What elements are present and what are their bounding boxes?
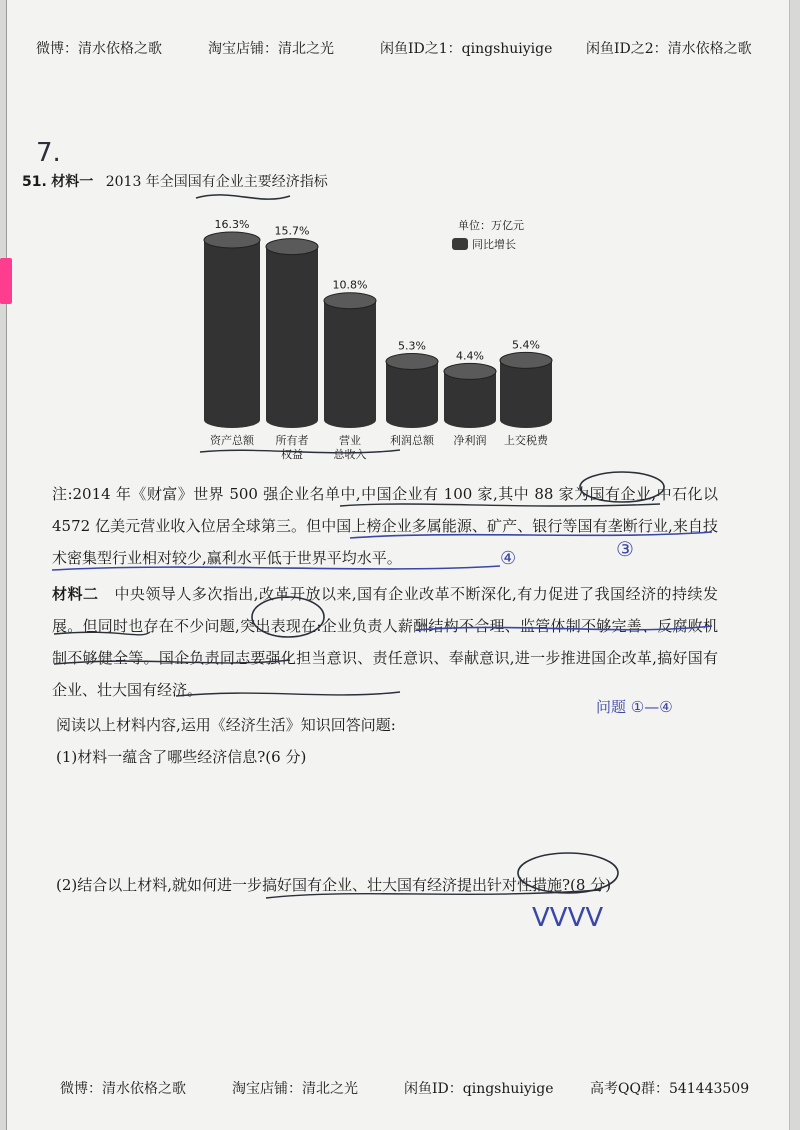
bottom-scribble: VVVV bbox=[532, 903, 604, 933]
growth-label-3: 5.3% bbox=[398, 339, 426, 353]
legend-label: 同比增长 bbox=[472, 238, 516, 251]
circle-3-note: ③ bbox=[616, 537, 634, 561]
bar-base-4 bbox=[444, 412, 496, 428]
category-label-4: 净利润 bbox=[453, 434, 487, 447]
category-label-0: 资产总额 bbox=[210, 434, 254, 447]
growth-label-4: 4.4% bbox=[456, 349, 484, 363]
header-weibo: 微博：清水依格之歌 bbox=[36, 41, 162, 57]
header-xianyu-1: 闲鱼ID之1：qingshuiyige bbox=[380, 41, 553, 57]
material2-text: 中央领导人多次指出,改革开放以来,国有企业改革不断深化,有力促进了我国经济的持续发展。但同时也存在不少问题,突出表现在:企业负责人薪酬结构不合理、监管体制不够完善、反腐败机制不够健全等。国企负责同志要强化担当意识、责任意识、奉献意识,进一步推进国企改革,搞好国有企业、壮大国有经济。 bbox=[52, 585, 718, 699]
bar-5 bbox=[500, 360, 552, 420]
bar-top-0 bbox=[204, 232, 260, 248]
circle-4-note: ④ bbox=[500, 548, 517, 569]
growth-label-2: 10.8% bbox=[332, 278, 368, 292]
page-header bbox=[0, 38, 800, 60]
bar-base-1 bbox=[266, 412, 318, 428]
bar-base-2 bbox=[324, 412, 376, 428]
bar-base-0 bbox=[204, 412, 260, 428]
material2-paragraph bbox=[52, 578, 718, 706]
footer-qq: 高考QQ群：541443509 bbox=[590, 1081, 750, 1097]
question-1: (1)材料一蕴含了哪些经济信息?(6 分) bbox=[56, 748, 307, 766]
category-label-1: 权益 bbox=[281, 448, 303, 461]
bar-top-5 bbox=[500, 352, 552, 368]
material1-note: 注:2014 年《财富》世界 500 强企业名单中,中国企业有 100 家,其中 88 家为国有企业,中石化以 4572 亿美元营业收入位居全球第三。但中国上榜企业多属能源、矿产、银行等国有垄断行业,来自技术密集型行业相对较少,赢利水平低于世界平均水平。 bbox=[52, 485, 718, 567]
category-label-1: 所有者 bbox=[275, 434, 309, 447]
material1-label: 材料一 bbox=[51, 174, 94, 190]
category-label-5: 上交税费 bbox=[504, 434, 548, 447]
material1-title: 2013 年全国国有企业主要经济指标 bbox=[105, 174, 328, 190]
bar-top-3 bbox=[386, 353, 438, 369]
growth-bar-chart bbox=[190, 210, 590, 472]
footer-taobao: 淘宝店铺：清北之光 bbox=[232, 1081, 358, 1097]
question-title bbox=[22, 171, 328, 191]
bar-base-3 bbox=[386, 412, 438, 428]
bar-3 bbox=[386, 361, 438, 420]
margin-note: 问题 ①—④ bbox=[596, 698, 673, 716]
material2-label: 材料二 bbox=[52, 585, 99, 603]
header-taobao: 淘宝店铺：清北之光 bbox=[208, 41, 334, 57]
bar-top-2 bbox=[324, 293, 376, 309]
handwritten-question-number: 7. bbox=[36, 138, 61, 168]
category-label-2: 总收入 bbox=[333, 448, 367, 461]
pink-sticky-tab bbox=[0, 258, 12, 304]
growth-label-5: 5.4% bbox=[512, 338, 540, 352]
bar-top-4 bbox=[444, 363, 496, 379]
footer-weibo: 微博：清水依格之歌 bbox=[60, 1081, 186, 1097]
footer-xianyu: 闲鱼ID：qingshuiyige bbox=[404, 1081, 554, 1097]
bar-top-1 bbox=[266, 239, 318, 255]
bar-1 bbox=[266, 247, 318, 420]
bar-0 bbox=[204, 240, 260, 420]
question-2: (2)结合以上材料,就如何进一步搞好国有企业、壮大国有经济提出针对性措施?(8 分) bbox=[56, 876, 612, 894]
chart-unit: 单位：万亿元 bbox=[458, 219, 524, 232]
instruction-line: 阅读以上材料内容,运用《经济生活》知识回答问题: bbox=[56, 716, 396, 734]
bar-base-5 bbox=[500, 412, 552, 428]
category-label-2: 营业 bbox=[339, 434, 361, 447]
question-number: 51. bbox=[22, 174, 47, 190]
growth-label-0: 16.3% bbox=[214, 218, 250, 231]
category-label-3: 利润总额 bbox=[390, 434, 434, 447]
header-xianyu-2: 闲鱼ID之2：清水依格之歌 bbox=[586, 41, 752, 57]
bar-2 bbox=[324, 301, 376, 420]
growth-label-1: 15.7% bbox=[274, 224, 310, 238]
page-footer bbox=[0, 1078, 800, 1100]
